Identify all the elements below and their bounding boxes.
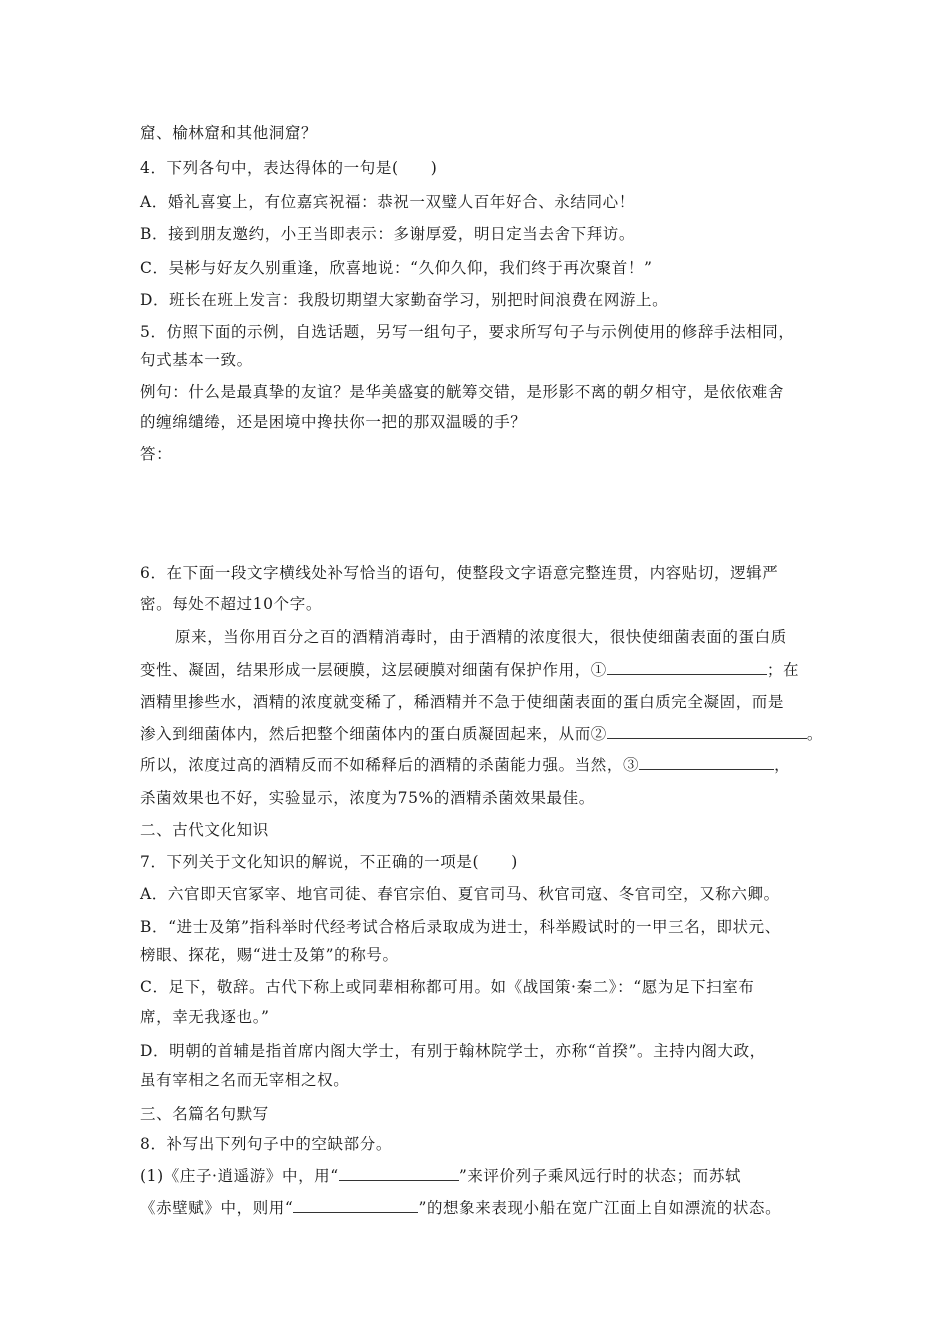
answer-label: 答： [140,445,173,463]
option-a: A．六官即天官冢宰、地官司徒、春官宗伯、夏官司马、秋官司寇、冬官司空，又称六卿。 [140,885,780,903]
passage-line: 所以，浓度过高的酒精反而不如稀释后的酒精的杀菌能力强。当然，③ ， [140,756,791,774]
option-d: D．明朝的首辅是指首席内阁大学士，有别于翰林院学士，亦称“首揆”。主持内阁大政， [140,1042,766,1060]
option-d-cont: 虽有宰相之名而无宰相之权。 [140,1071,350,1089]
option-b: B．“进士及第”指科举时代经考试合格后录取成为进士，科举殿试时的一甲三名，即状元、 [140,918,781,936]
question-8-stem: 8．补写出下列句子中的空缺部分。 [140,1135,392,1153]
question-5-stem: 5．仿照下面的示例，自选话题，另写一组句子，要求所写句子与示例使用的修辞手法相同， [140,323,795,341]
question-6-stem-cont: 密。每处不超过10个字。 [140,595,322,613]
answer-blank-3[interactable] [639,755,774,770]
example-sentence-cont: 的缠绵缱绻，还是困境中搀扶你一把的那双温暖的手？ [140,413,527,431]
passage-line: 杀菌效果也不好，实验显示，浓度为75%的酒精杀菌效果最佳。 [140,789,595,807]
section-heading: 二、古代文化知识 [140,821,269,839]
option-b-cont: 榜眼、探花，赐“进士及第”的称号。 [140,946,399,964]
question-7-stem: 7．下列关于文化知识的解说，不正确的一项是( ) [140,853,518,871]
example-sentence: 例句：什么是最真挚的友谊？是华美盛宴的觥筹交错，是形影不离的朝夕相守，是依依难舍 [140,383,785,401]
option-b: B．接到朋友邀约，小王当即表示：多谢厚爱，明日定当去舍下拜访。 [140,225,635,243]
answer-blank-1[interactable] [607,660,767,675]
answer-blank-4[interactable] [339,1166,459,1181]
question-6-stem: 6．在下面一段文字横线处补写恰当的语句，使整段文字语意完整连贯，内容贴切，逻辑严 [140,564,779,582]
question-8-item-1-cont: 《赤壁赋》中，则用“ ”的想象来表现小船在宽广江面上自如漂流的状态。 [140,1199,782,1217]
answer-blank-2[interactable] [607,724,807,739]
option-c: C．吴彬与好友久别重逢，欣喜地说：“久仰久仰，我们终于再次聚首！” [140,259,653,277]
passage-line: 渗入到细菌体内，然后把整个细菌体内的蛋白质凝固起来，从而② 。 [140,725,824,743]
passage-line: 变性、凝固，结果形成一层硬膜，这层硬膜对细菌有保护作用，① ；在 [140,661,800,679]
question-4-stem: 4．下列各句中，表达得体的一句是( ) [140,159,438,177]
text-line: 窟、榆林窟和其他洞窟？ [140,124,318,142]
option-d: D．班长在班上发言：我殷切期望大家勤奋学习，别把时间浪费在网游上。 [140,291,669,309]
passage-line: 原来，当你用百分之百的酒精消毒时，由于酒精的浓度很大，很快使细菌表面的蛋白质 [175,628,787,646]
option-c: C．足下，敬辞。古代下称上或同辈相称都可用。如《战国策·秦二》：“愿为足下扫室布 [140,978,755,996]
answer-blank-5[interactable] [293,1198,418,1213]
option-a: A．婚礼喜宴上，有位嘉宾祝福：恭祝一双璧人百年好合、永结同心！ [140,193,635,211]
passage-line: 酒精里掺些水，酒精的浓度就变稀了，稀酒精并不急于使细菌表面的蛋白质完全凝固，而是 [140,693,785,711]
section-heading: 三、名篇名句默写 [140,1105,269,1123]
question-8-item-1: (1)《庄子·逍遥游》中，用“ ”来评价列子乘风远行时的状态；而苏轼 [140,1167,742,1185]
option-c-cont: 席，幸无我逐也。” [140,1008,270,1026]
question-5-stem-cont: 句式基本一致。 [140,351,253,369]
